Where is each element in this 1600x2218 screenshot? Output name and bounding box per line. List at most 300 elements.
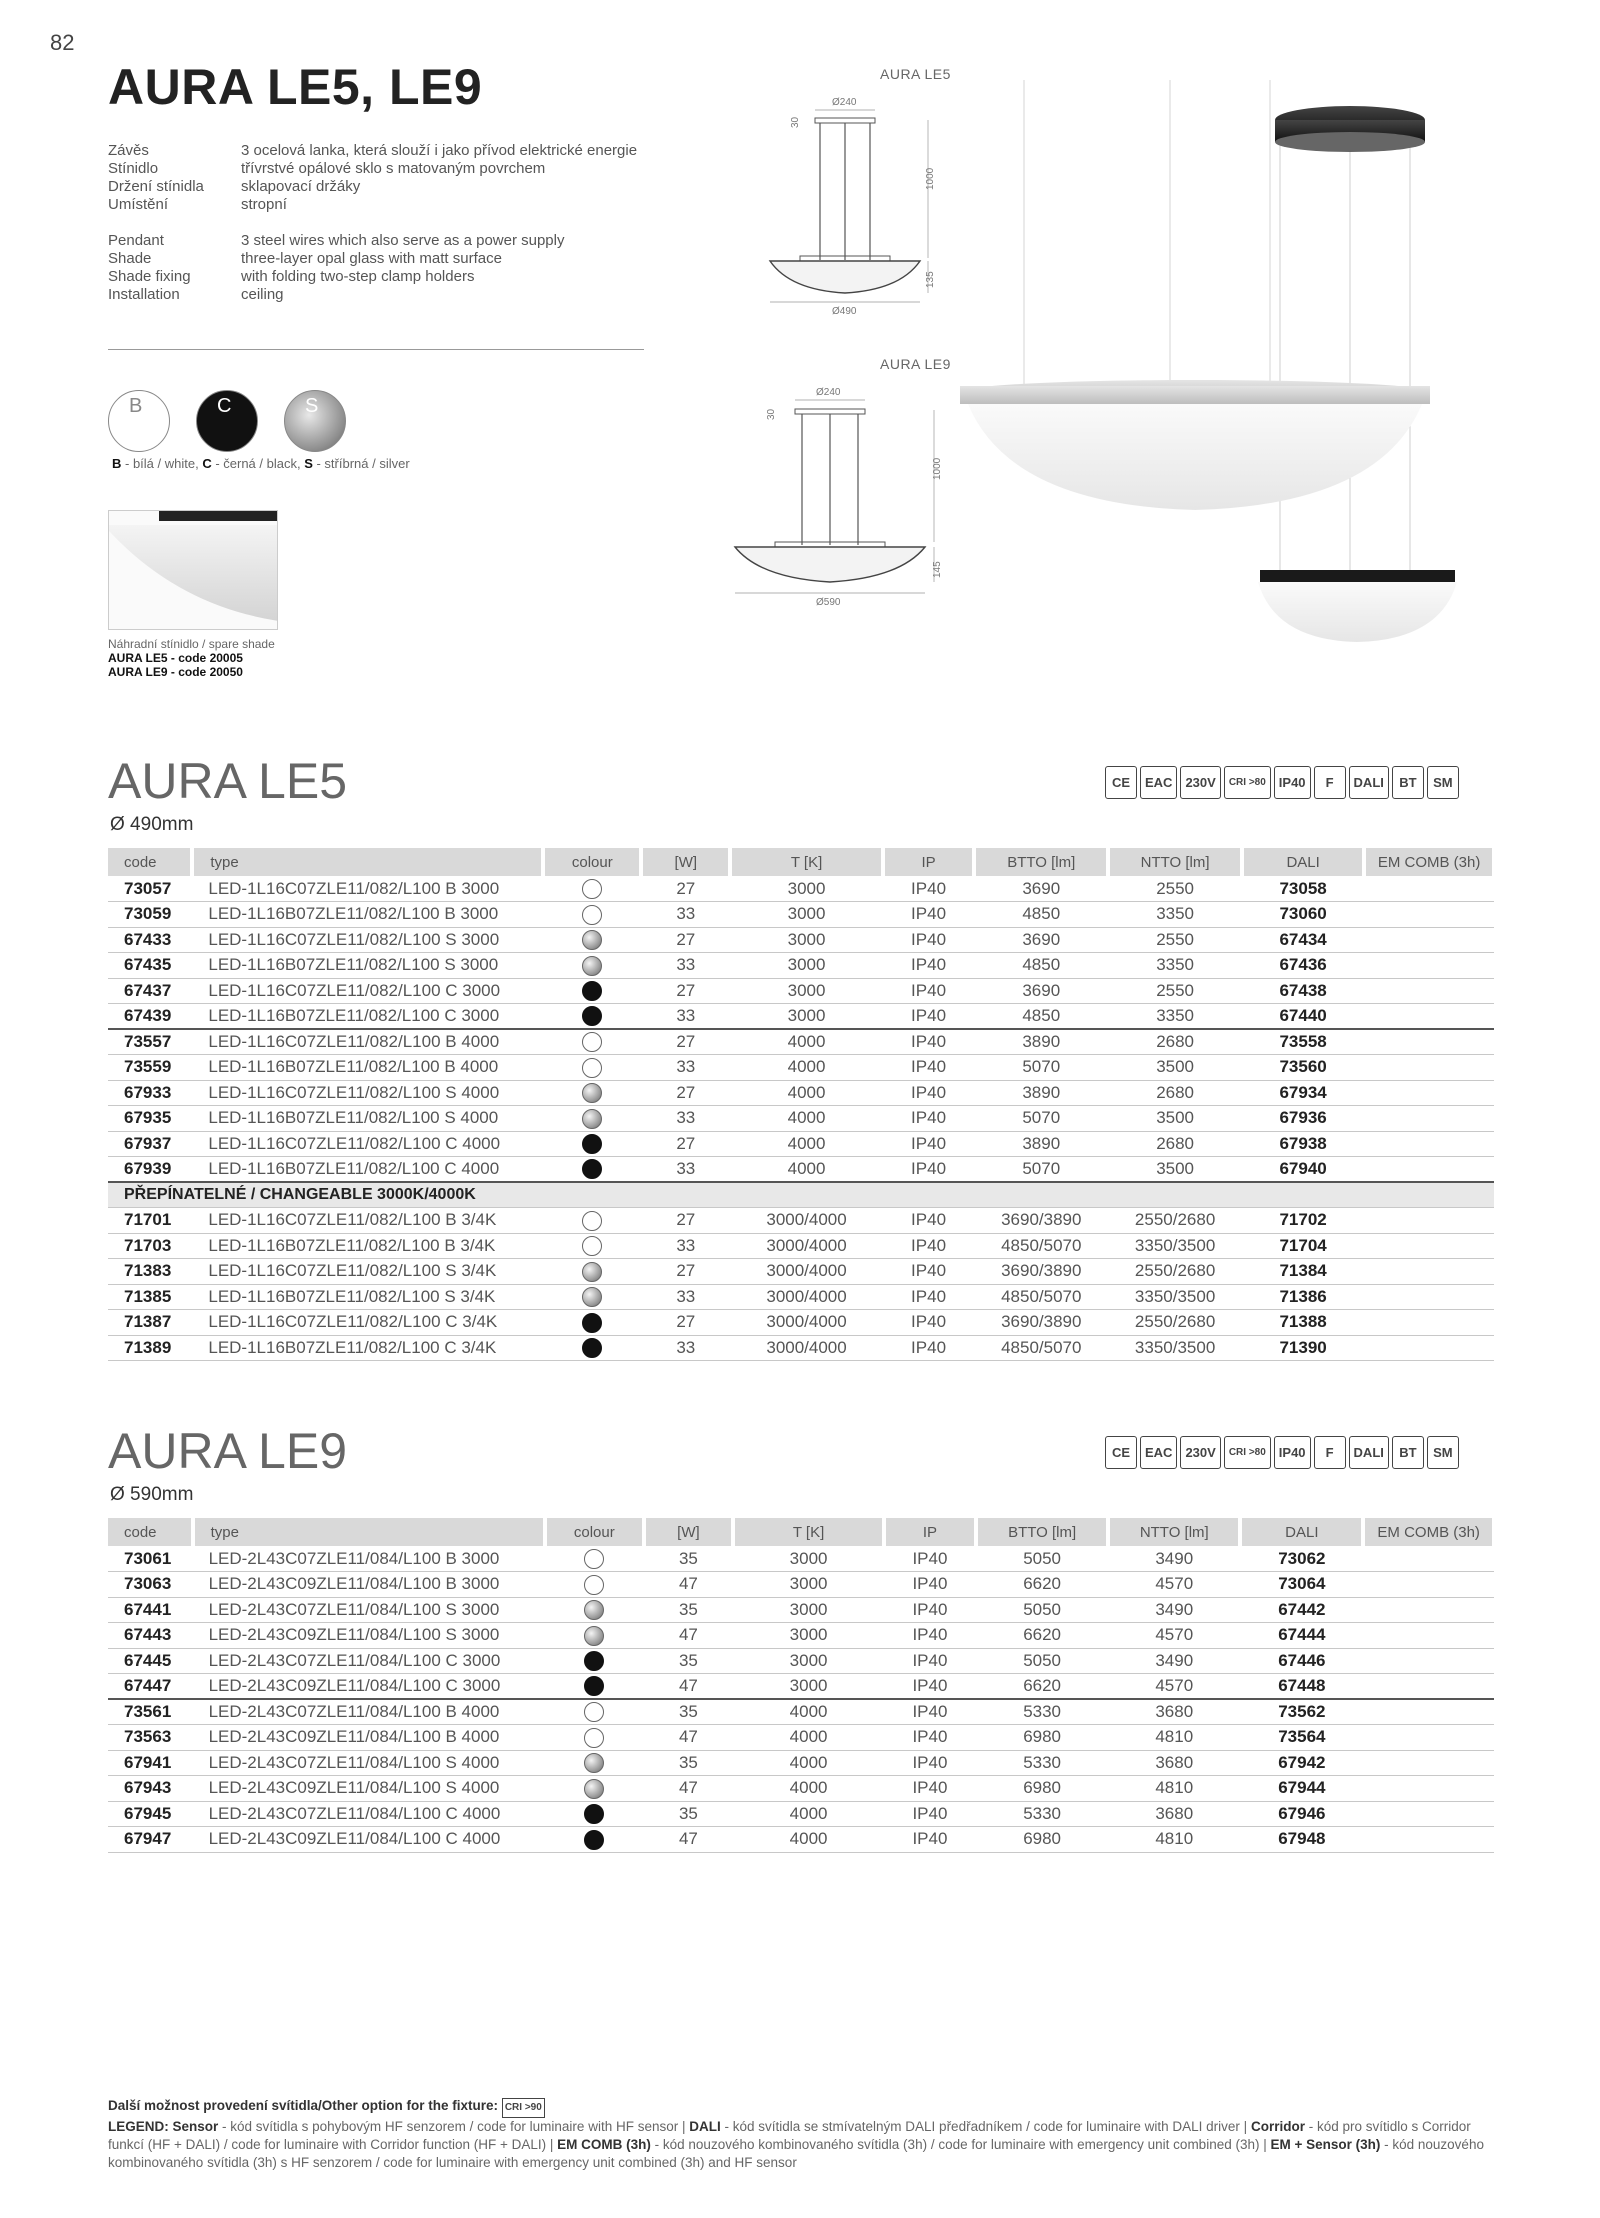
ip-rating: IP40	[884, 1801, 976, 1827]
drawing-label-le5: AURA LE5	[880, 66, 951, 82]
em-comb-code	[1364, 1157, 1494, 1183]
colour-cell	[545, 1546, 643, 1572]
product-type: LED-1L16B07ZLE11/082/L100 S 4000	[192, 1106, 543, 1132]
col-type: type	[193, 1518, 546, 1546]
colour-temp: 4000	[733, 1725, 884, 1751]
btto-lumen: 5050	[976, 1648, 1108, 1674]
em-comb-code	[1364, 1131, 1494, 1157]
f-mark-icon: F	[1314, 1436, 1346, 1469]
colour-temp: 3000	[730, 902, 882, 928]
bluetooth-icon: BT	[1392, 766, 1424, 799]
legend-letter: S	[304, 456, 313, 471]
em-comb-code	[1363, 1648, 1494, 1674]
product-code: 67445	[108, 1648, 193, 1674]
ip-rating: IP40	[883, 927, 975, 953]
col-watt: [W]	[641, 848, 730, 876]
spec-list	[108, 142, 637, 304]
product-type: LED-1L16C07ZLE11/082/L100 S 3/4K	[192, 1259, 543, 1285]
product-type: LED-2L43C07ZLE11/084/L100 B 3000	[193, 1546, 546, 1572]
ip-rating: IP40	[884, 1827, 976, 1853]
product-code: 73057	[108, 876, 192, 902]
swatch-black	[196, 390, 258, 452]
dim-top-diameter: Ø240	[832, 97, 857, 108]
btto-lumen: 4850	[974, 1004, 1108, 1030]
wattage: 35	[644, 1750, 734, 1776]
legend-text: - stříbrná / silver	[312, 456, 410, 471]
btto-lumen: 6980	[976, 1776, 1108, 1802]
spare-caption-line: Náhradní stínidlo / spare shade	[108, 637, 275, 651]
legend-term: DALI	[689, 2119, 721, 2134]
wattage: 33	[641, 902, 730, 928]
em-comb-code	[1364, 1080, 1494, 1106]
table-row	[108, 978, 1494, 1004]
em-comb-code	[1363, 1597, 1494, 1623]
product-code: 67435	[108, 953, 192, 979]
colour-temp: 4000	[733, 1827, 884, 1853]
ip-rating: IP40	[884, 1699, 976, 1725]
ntto-lumen: 3680	[1108, 1801, 1240, 1827]
ip-rating-icon: IP40	[1274, 1436, 1311, 1469]
section-title-le5: AURA LE5	[108, 753, 348, 809]
table-header	[108, 1518, 1494, 1546]
ip-rating: IP40	[883, 902, 975, 928]
product-type: LED-1L16C07ZLE11/082/L100 C 4000	[192, 1131, 543, 1157]
ntto-lumen: 3490	[1108, 1597, 1240, 1623]
ip-rating: IP40	[884, 1648, 976, 1674]
btto-lumen: 3690	[974, 978, 1108, 1004]
section-diameter-le9: Ø 590mm	[110, 1484, 194, 1505]
product-type: LED-2L43C07ZLE11/084/L100 S 4000	[193, 1750, 546, 1776]
colour-cell	[543, 1131, 641, 1157]
spec-key: Držení stínidla	[108, 178, 204, 195]
dali-code: 67948	[1240, 1827, 1363, 1853]
white-colour-dot-icon	[582, 879, 602, 899]
dali-code: 73058	[1242, 876, 1364, 902]
colour-temp: 3000	[733, 1623, 884, 1649]
colour-temp: 3000	[733, 1648, 884, 1674]
table-row	[108, 1801, 1494, 1827]
col-type: type	[192, 848, 543, 876]
dali-code: 67938	[1242, 1131, 1364, 1157]
silver-colour-dot-icon	[582, 930, 602, 950]
dali-icon: DALI	[1349, 766, 1389, 799]
silver-colour-dot-icon	[582, 1287, 602, 1307]
swatch-white	[108, 390, 170, 452]
colour-cell	[543, 1055, 641, 1081]
table-row	[108, 1233, 1494, 1259]
colour-cell	[543, 953, 641, 979]
colour-temp: 3000	[730, 978, 882, 1004]
ip-rating: IP40	[883, 1055, 975, 1081]
white-colour-dot-icon	[582, 1211, 602, 1231]
dim-cap-height: 30	[766, 408, 777, 420]
dali-code: 67448	[1240, 1674, 1363, 1700]
btto-lumen: 5330	[976, 1801, 1108, 1827]
swatch-silver	[284, 390, 346, 452]
black-colour-dot-icon	[582, 1313, 602, 1333]
ntto-lumen: 2680	[1108, 1029, 1242, 1055]
table-row	[108, 1131, 1494, 1157]
ip-rating: IP40	[883, 1284, 975, 1310]
product-code: 67941	[108, 1750, 193, 1776]
dim-height: 1000	[925, 167, 936, 190]
smart-home-icon: SM	[1427, 766, 1459, 799]
spec-row	[108, 178, 637, 196]
em-comb-code	[1364, 876, 1494, 902]
dim-bottom-diameter: Ø590	[816, 597, 841, 608]
dali-code: 67440	[1242, 1004, 1364, 1030]
em-comb-code	[1364, 927, 1494, 953]
dali-code: 67936	[1242, 1106, 1364, 1132]
col-dali: DALI	[1240, 1518, 1363, 1546]
btto-lumen: 5070	[974, 1106, 1108, 1132]
colour-cell	[545, 1648, 643, 1674]
col-dali: DALI	[1242, 848, 1364, 876]
em-comb-code	[1363, 1572, 1494, 1598]
btto-lumen: 3890	[974, 1131, 1108, 1157]
cri-icon: CRI >80	[1224, 766, 1271, 799]
white-colour-dot-icon	[582, 1236, 602, 1256]
colour-cell	[543, 978, 641, 1004]
drawing-le9	[730, 380, 950, 615]
colour-cell	[543, 1284, 641, 1310]
product-code: 71383	[108, 1259, 192, 1285]
product-code: 71389	[108, 1335, 192, 1361]
subheader-label: PŘEPÍNATELNÉ / CHANGEABLE 3000K/4000K	[108, 1182, 1494, 1208]
wattage: 27	[641, 1080, 730, 1106]
product-type: LED-1L16B07ZLE11/082/L100 B 3000	[192, 902, 543, 928]
em-comb-code	[1363, 1725, 1494, 1751]
ip-rating: IP40	[883, 1004, 975, 1030]
col-btto: BTTO [lm]	[974, 848, 1108, 876]
ntto-lumen: 2550	[1108, 978, 1242, 1004]
dali-code: 71704	[1242, 1233, 1364, 1259]
divider	[108, 349, 644, 350]
white-colour-dot-icon	[584, 1575, 604, 1595]
ntto-lumen: 3500	[1108, 1157, 1242, 1183]
btto-lumen: 6980	[976, 1725, 1108, 1751]
colour-temp: 3000/4000	[730, 1259, 882, 1285]
spec-value: sklapovací držáky	[241, 178, 361, 195]
col-temp: T [K]	[730, 848, 882, 876]
ntto-lumen: 2550	[1108, 876, 1242, 902]
product-code: 67441	[108, 1597, 193, 1623]
dim-height: 1000	[932, 457, 943, 480]
cert-icons-le5	[1105, 766, 1459, 799]
wattage: 35	[644, 1648, 734, 1674]
legend-letter: B	[112, 456, 122, 471]
colour-temp: 4000	[730, 1029, 882, 1055]
table-row	[108, 1310, 1494, 1336]
btto-lumen: 5050	[976, 1597, 1108, 1623]
table-row	[108, 1623, 1494, 1649]
silver-colour-dot-icon	[582, 1083, 602, 1103]
wattage: 33	[641, 953, 730, 979]
col-emcomb: EM COMB (3h)	[1363, 1518, 1494, 1546]
spec-key: Stínidlo	[108, 160, 159, 177]
ip-rating: IP40	[883, 1259, 975, 1285]
product-type: LED-1L16B07ZLE11/082/L100 S 3/4K	[192, 1284, 543, 1310]
product-code: 73561	[108, 1699, 193, 1725]
white-colour-dot-icon	[582, 905, 602, 925]
ip-rating: IP40	[883, 1310, 975, 1336]
ip-rating-icon: IP40	[1274, 766, 1311, 799]
dali-code: 67946	[1240, 1801, 1363, 1827]
product-code: 67939	[108, 1157, 192, 1183]
product-type: LED-1L16C07ZLE11/082/L100 S 4000	[192, 1080, 543, 1106]
dali-code: 71386	[1242, 1284, 1364, 1310]
product-type: LED-1L16C07ZLE11/082/L100 S 3000	[192, 927, 543, 953]
spec-row	[108, 232, 637, 250]
wattage: 35	[644, 1546, 734, 1572]
btto-lumen: 6620	[976, 1623, 1108, 1649]
table-row	[108, 1827, 1494, 1853]
eac-icon: EAC	[1140, 766, 1177, 799]
black-colour-dot-icon	[584, 1676, 604, 1696]
voltage-icon: 230V	[1180, 1436, 1220, 1469]
black-colour-dot-icon	[584, 1804, 604, 1824]
em-comb-code	[1363, 1699, 1494, 1725]
ip-rating: IP40	[883, 1157, 975, 1183]
colour-cell	[545, 1674, 643, 1700]
ntto-lumen: 3350	[1108, 1004, 1242, 1030]
colour-cell	[543, 1208, 641, 1234]
page-title: AURA LE5, LE9	[108, 59, 483, 115]
em-comb-code	[1364, 902, 1494, 928]
colour-temp: 4000	[730, 1106, 882, 1132]
table-row	[108, 1080, 1494, 1106]
ntto-lumen: 3490	[1108, 1546, 1240, 1572]
spec-row	[108, 250, 637, 268]
col-code: code	[108, 848, 192, 876]
colour-temp: 3000/4000	[730, 1208, 882, 1234]
dim-top-diameter: Ø240	[816, 387, 841, 398]
table-row	[108, 1674, 1494, 1700]
colour-cell	[545, 1776, 643, 1802]
product-type: LED-1L16B07ZLE11/082/L100 S 3000	[192, 953, 543, 979]
ntto-lumen: 4810	[1108, 1725, 1240, 1751]
product-code: 67937	[108, 1131, 192, 1157]
legend-term: EM COMB (3h)	[557, 2137, 651, 2152]
black-colour-dot-icon	[584, 1830, 604, 1850]
colour-cell	[545, 1801, 643, 1827]
wattage: 27	[641, 876, 730, 902]
colour-cell	[545, 1597, 643, 1623]
colour-cell	[543, 1004, 641, 1030]
colour-cell	[545, 1699, 643, 1725]
colour-temp: 3000	[733, 1597, 884, 1623]
legend-letter: C	[202, 456, 212, 471]
em-comb-code	[1364, 1310, 1494, 1336]
colour-cell	[543, 1310, 641, 1336]
section-diameter-le5: Ø 490mm	[110, 814, 194, 835]
dali-code: 73062	[1240, 1546, 1363, 1572]
em-comb-code	[1364, 1259, 1494, 1285]
spare-shade-photo	[108, 510, 278, 630]
product-code: 73061	[108, 1546, 193, 1572]
btto-lumen: 6980	[976, 1827, 1108, 1853]
swatch-letter: C	[217, 395, 232, 417]
dali-code: 67438	[1242, 978, 1364, 1004]
dali-code: 73564	[1240, 1725, 1363, 1751]
wattage: 35	[644, 1699, 734, 1725]
ip-rating: IP40	[884, 1750, 976, 1776]
table-row	[108, 1699, 1494, 1725]
wattage: 27	[641, 978, 730, 1004]
silver-colour-dot-icon	[584, 1600, 604, 1620]
col-watt: [W]	[644, 1518, 734, 1546]
spec-row	[108, 268, 637, 286]
product-type: LED-1L16C07ZLE11/082/L100 B 3000	[192, 876, 543, 902]
em-comb-code	[1364, 1284, 1494, 1310]
colour-temp: 3000	[730, 927, 882, 953]
ntto-lumen: 3350/3500	[1108, 1233, 1242, 1259]
table-row	[108, 1284, 1494, 1310]
ntto-lumen: 4570	[1108, 1674, 1240, 1700]
em-comb-code	[1363, 1674, 1494, 1700]
ip-rating: IP40	[883, 1080, 975, 1106]
product-code: 67433	[108, 927, 192, 953]
eac-icon: EAC	[1140, 1436, 1177, 1469]
wattage: 33	[641, 1004, 730, 1030]
dali-code: 67940	[1242, 1157, 1364, 1183]
btto-lumen: 6620	[976, 1572, 1108, 1598]
product-type: LED-2L43C09ZLE11/084/L100 S 4000	[193, 1776, 546, 1802]
spare-code-le5: AURA LE5 - code 20005	[108, 651, 243, 665]
cri-icon: CRI >80	[1224, 1436, 1271, 1469]
colour-swatches	[108, 390, 346, 452]
dim-bottom-diameter: Ø490	[832, 306, 857, 317]
ip-rating: IP40	[884, 1623, 976, 1649]
colour-temp: 4000	[730, 1080, 882, 1106]
colour-temp: 4000	[733, 1750, 884, 1776]
table-row	[108, 1029, 1494, 1055]
dali-code: 67942	[1240, 1750, 1363, 1776]
product-code: 67443	[108, 1623, 193, 1649]
ip-rating: IP40	[884, 1597, 976, 1623]
white-colour-dot-icon	[584, 1702, 604, 1722]
black-colour-dot-icon	[582, 1134, 602, 1154]
product-type: LED-2L43C09ZLE11/084/L100 C 3000	[193, 1674, 546, 1700]
cri-90-icon: CRI >90	[502, 2098, 545, 2118]
white-colour-dot-icon	[582, 1058, 602, 1078]
wattage: 35	[644, 1801, 734, 1827]
wattage: 35	[644, 1597, 734, 1623]
colour-cell	[543, 927, 641, 953]
dali-code: 71388	[1242, 1310, 1364, 1336]
dali-code: 67444	[1240, 1623, 1363, 1649]
dali-code: 67934	[1242, 1080, 1364, 1106]
table-row	[108, 1106, 1494, 1132]
dali-icon: DALI	[1349, 1436, 1389, 1469]
product-code: 67943	[108, 1776, 193, 1802]
ntto-lumen: 2680	[1108, 1131, 1242, 1157]
spec-value: 3 ocelová lanka, která slouží i jako přívod elektrické energie	[241, 142, 638, 159]
table-row	[108, 1208, 1494, 1234]
ntto-lumen: 4570	[1108, 1572, 1240, 1598]
cert-icons-le9	[1105, 1436, 1459, 1469]
silver-colour-dot-icon	[584, 1753, 604, 1773]
wattage: 33	[641, 1106, 730, 1132]
btto-lumen: 3690	[974, 876, 1108, 902]
section-title-le9: AURA LE9	[108, 1423, 348, 1479]
btto-lumen: 4850	[974, 902, 1108, 928]
ip-rating: IP40	[883, 1208, 975, 1234]
colour-cell	[545, 1827, 643, 1853]
legend-label: LEGEND:	[108, 2119, 169, 2134]
wattage: 27	[641, 1131, 730, 1157]
wattage: 47	[644, 1827, 734, 1853]
btto-lumen: 3690/3890	[974, 1310, 1108, 1336]
colour-cell	[543, 1335, 641, 1361]
product-code: 71387	[108, 1310, 192, 1336]
colour-temp: 4000	[733, 1776, 884, 1802]
table-row	[108, 1004, 1494, 1030]
swatch-legend	[112, 456, 410, 471]
product-type: LED-1L16C07ZLE11/082/L100 C 3000	[192, 978, 543, 1004]
spec-key: Pendant	[108, 232, 164, 249]
product-type: LED-2L43C07ZLE11/084/L100 C 4000	[193, 1801, 546, 1827]
wattage: 33	[641, 1284, 730, 1310]
product-type: LED-1L16B07ZLE11/082/L100 B 4000	[192, 1055, 543, 1081]
btto-lumen: 6620	[976, 1674, 1108, 1700]
product-type: LED-2L43C09ZLE11/084/L100 C 4000	[193, 1827, 546, 1853]
colour-cell	[543, 1259, 641, 1285]
ntto-lumen: 3680	[1108, 1750, 1240, 1776]
dim-cap-height: 30	[790, 116, 801, 128]
btto-lumen: 5070	[974, 1157, 1108, 1183]
em-comb-code	[1364, 1004, 1494, 1030]
table-row	[108, 927, 1494, 953]
product-code: 67945	[108, 1801, 193, 1827]
ntto-lumen: 4810	[1108, 1776, 1240, 1802]
ip-rating: IP40	[883, 978, 975, 1004]
col-colour: colour	[543, 848, 641, 876]
colour-temp: 3000/4000	[730, 1233, 882, 1259]
colour-temp: 4000	[730, 1055, 882, 1081]
product-code: 73559	[108, 1055, 192, 1081]
black-colour-dot-icon	[584, 1651, 604, 1671]
spec-key: Shade	[108, 250, 152, 267]
spec-value: třívrstvé opálové sklo s matovaným povrchem	[241, 160, 546, 177]
table-row	[108, 1157, 1494, 1183]
col-colour: colour	[545, 1518, 643, 1546]
table-header	[108, 848, 1494, 876]
btto-lumen: 4850/5070	[974, 1335, 1108, 1361]
drawing-le5	[760, 90, 960, 325]
legend-term: Corridor	[1250, 2119, 1305, 2134]
colour-cell	[543, 1233, 641, 1259]
white-colour-dot-icon	[584, 1728, 604, 1748]
dali-code: 67446	[1240, 1648, 1363, 1674]
table-row	[108, 1546, 1494, 1572]
product-code: 71385	[108, 1284, 192, 1310]
dali-code: 73060	[1242, 902, 1364, 928]
wattage: 47	[644, 1725, 734, 1751]
colour-temp: 4000	[733, 1699, 884, 1725]
ntto-lumen: 4570	[1108, 1623, 1240, 1649]
btto-lumen: 4850	[974, 953, 1108, 979]
btto-lumen: 5070	[974, 1055, 1108, 1081]
wattage: 27	[641, 1029, 730, 1055]
btto-lumen: 5330	[976, 1699, 1108, 1725]
spec-key: Umístění	[108, 196, 169, 213]
silver-colour-dot-icon	[582, 1109, 602, 1129]
spec-value: three-layer opal glass with matt surface	[241, 250, 502, 267]
dali-code: 67944	[1240, 1776, 1363, 1802]
wattage: 33	[641, 1055, 730, 1081]
ce-icon: CE	[1105, 766, 1137, 799]
